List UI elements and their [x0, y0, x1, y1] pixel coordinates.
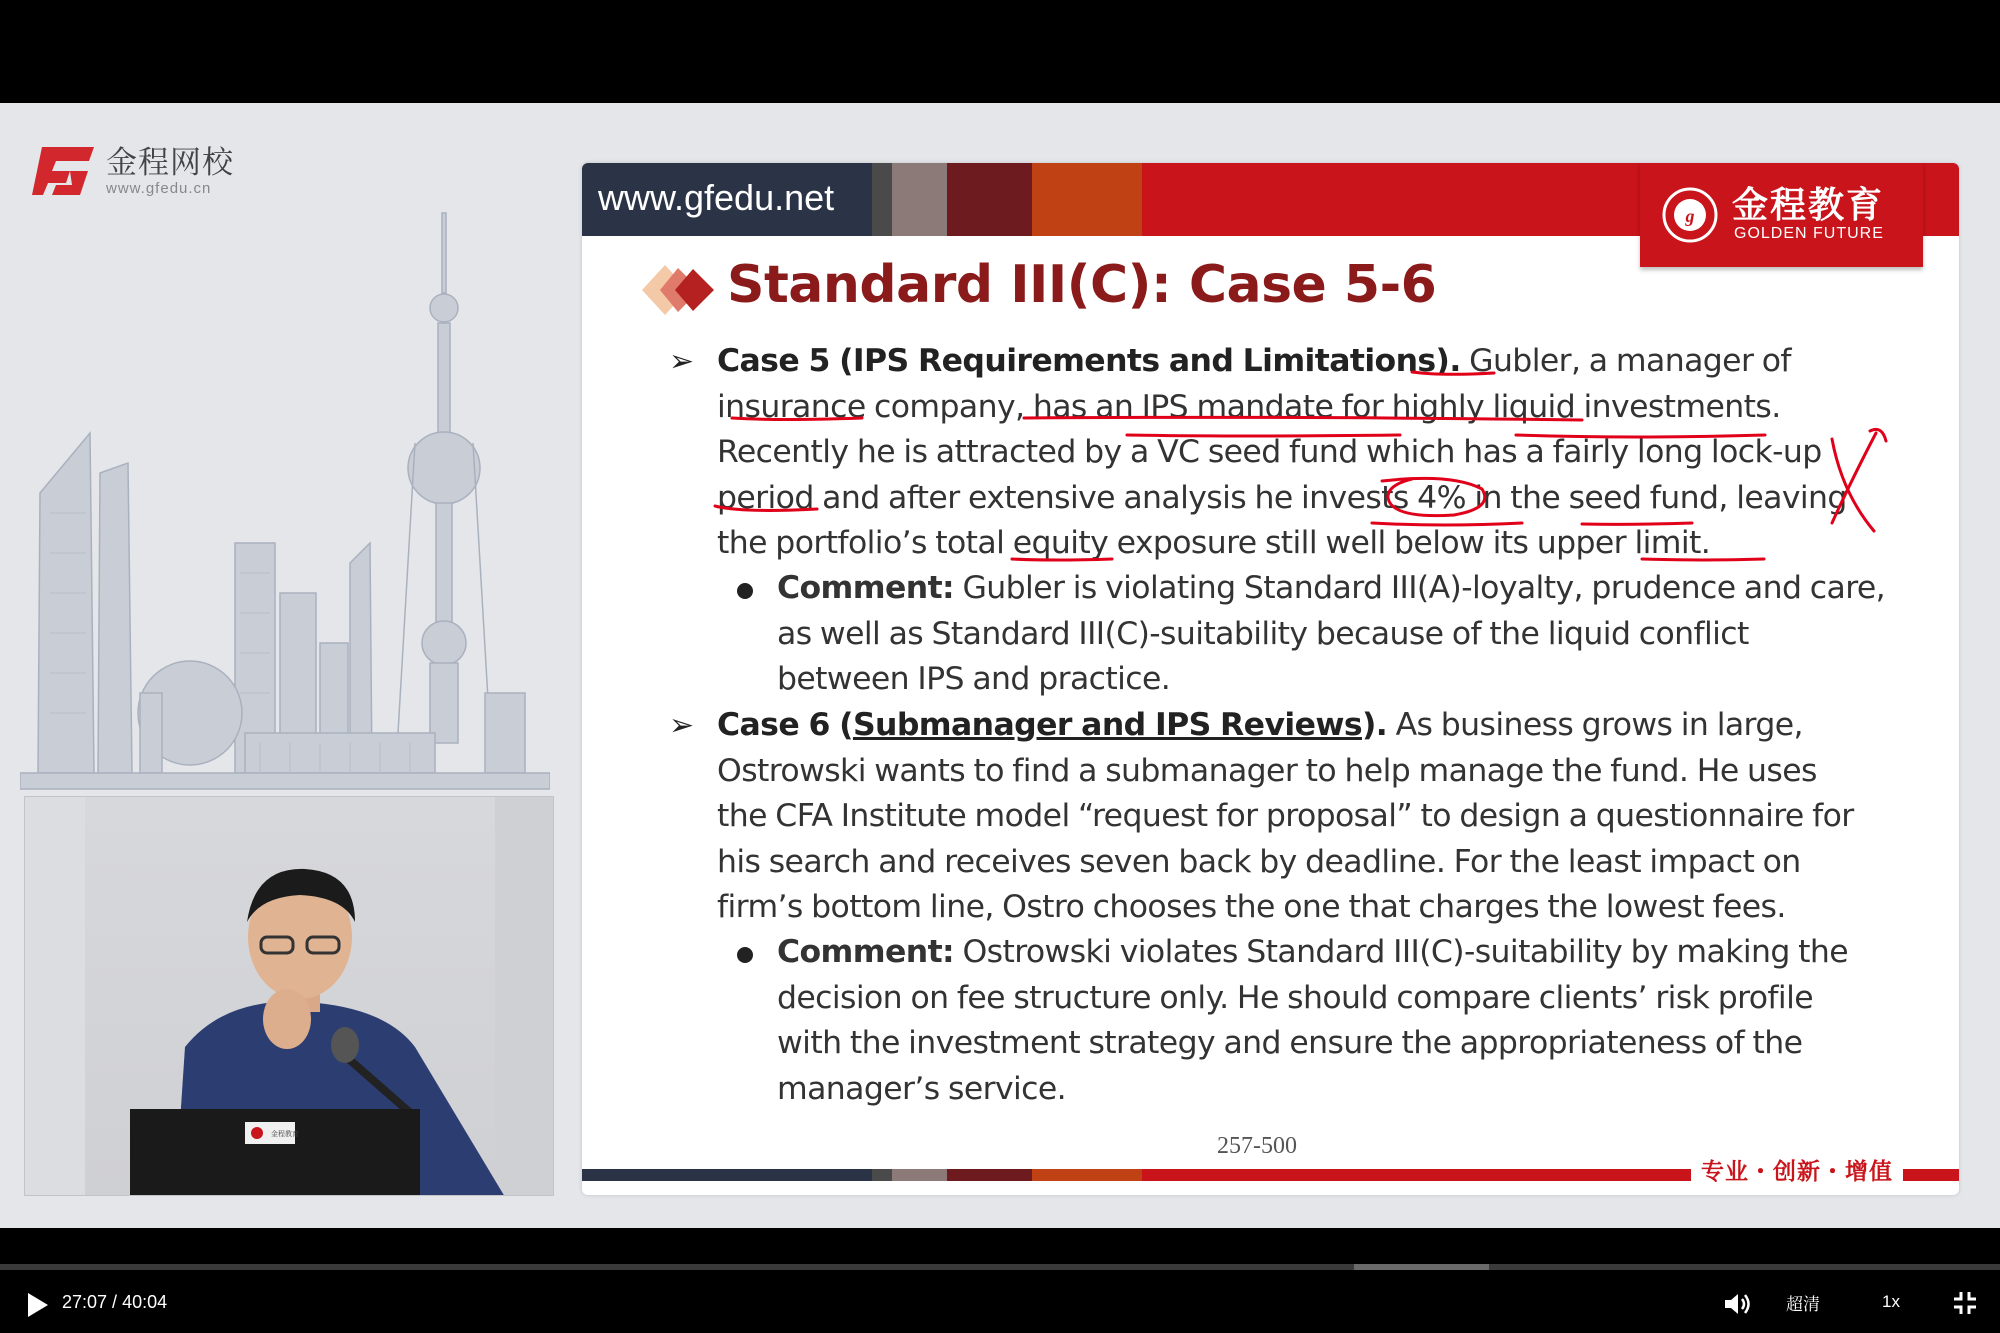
brand-english-name: GOLDEN FUTURE — [1734, 225, 1884, 242]
comment-line: decision on fee structure only. He should compare clients’ risk profile — [777, 979, 1813, 1016]
slide-website-url: www.gfedu.net — [598, 177, 835, 218]
case6-title-prefix: Case 6 ( — [717, 707, 853, 743]
current-time: 27:07 — [62, 1292, 108, 1312]
case6-line: the CFA Institute model “request for proposal” to design a questionnaire for — [717, 798, 1854, 834]
case5-line: the portfolio’s total equity exposure still well below its upper limit. — [717, 525, 1711, 561]
video-player-controls — [0, 1228, 2000, 1333]
slide-title: Standard III(C): Case 5-6 — [727, 255, 1437, 315]
laptop-sticker: 金程教育 — [271, 1130, 299, 1138]
comment-line: Ostrowski violates Standard III(C)-suitability by making the — [954, 934, 1849, 970]
comment-line: manager’s service. — [777, 1070, 1067, 1107]
comment-line: between IPS and practice. — [777, 661, 1171, 697]
brand-chinese-name: 金程教育 — [1732, 185, 1885, 226]
volume-icon[interactable] — [1722, 1289, 1752, 1319]
slide-slogan: 专业・创新・增值 — [1691, 1153, 1903, 1186]
case6-paragraph — [669, 703, 1887, 931]
progress-bar[interactable] — [0, 1264, 2000, 1270]
playback-time — [62, 1292, 167, 1313]
comment-label: Comment: — [777, 570, 955, 606]
playback-speed-button[interactable]: 1x — [1882, 1292, 1900, 1311]
arrow-bullet-icon: ➢ — [669, 708, 694, 743]
golden-future-seal-icon — [1660, 185, 1720, 245]
title-diamond-icon — [620, 255, 720, 325]
bullet-dot-icon — [737, 947, 753, 963]
comment-line: as well as Standard III(C)-suitability because of the liquid conflict — [777, 615, 1749, 652]
case6-line: firm’s bottom line, Ostro chooses the one that charges the lowest fees. — [717, 889, 1786, 925]
total-time: 40:04 — [122, 1292, 168, 1312]
arrow-bullet-icon: ➢ — [669, 344, 694, 379]
bullet-dot-icon — [737, 583, 753, 599]
logo-url: www.gfedu.cn — [106, 179, 212, 197]
slide-page-number: 257-500 — [1217, 1133, 1297, 1159]
case5-line: Gubler, a manager of — [1460, 343, 1791, 379]
case5-line: insurance company, has an IPS mandate for highly liquid investments. — [717, 388, 1781, 425]
case5-paragraph — [669, 339, 1887, 567]
golden-future-brand — [1640, 163, 1923, 267]
case5-title: Case 5 (IPS Requirements and Limitations). — [717, 343, 1461, 379]
time-separator: / — [107, 1292, 123, 1312]
comment-line: with the investment strategy and ensure the appropriateness of the — [777, 1025, 1803, 1061]
lecture-slide — [582, 163, 1959, 1195]
case5-line: period and after extensive analysis he invests 4% in the seed fund, leaving — [717, 479, 1847, 516]
comment-line: Gubler is violating Standard III(A)-loyalty, prudence and care, — [954, 570, 1886, 606]
fullscreen-icon[interactable] — [1952, 1290, 1978, 1316]
case6-title — [717, 707, 1387, 743]
logo-chinese-name: 金程网校 — [106, 144, 234, 181]
case5-comment — [777, 566, 1897, 703]
svg-text:g: g — [1685, 206, 1695, 226]
case6-line: Ostrowski wants to find a submanager to help manage the fund. He uses — [717, 752, 1817, 789]
case5-line: Recently he is attracted by a VC seed fund which has a fairly long lock-up — [717, 434, 1822, 470]
progress-played — [0, 1264, 1354, 1270]
quality-selector[interactable]: 超清 — [1786, 1295, 1820, 1315]
case6-line: As business grows in large, — [1387, 707, 1803, 743]
video-stage[interactable] — [0, 103, 2000, 1228]
case6-title-suffix: ). — [1362, 707, 1388, 743]
case6-title-underlined: Submanager and IPS Reviews — [852, 707, 1362, 743]
shanghai-skyline-illustration — [20, 173, 550, 893]
case6-line: his search and receives seven back by deadline. For the least impact on — [717, 843, 1801, 880]
progress-buffered — [1354, 1264, 1489, 1270]
play-icon[interactable] — [24, 1290, 50, 1320]
presenter-webcam — [24, 796, 554, 1196]
comment-label: Comment: — [777, 934, 955, 970]
case6-comment — [777, 930, 1897, 1112]
